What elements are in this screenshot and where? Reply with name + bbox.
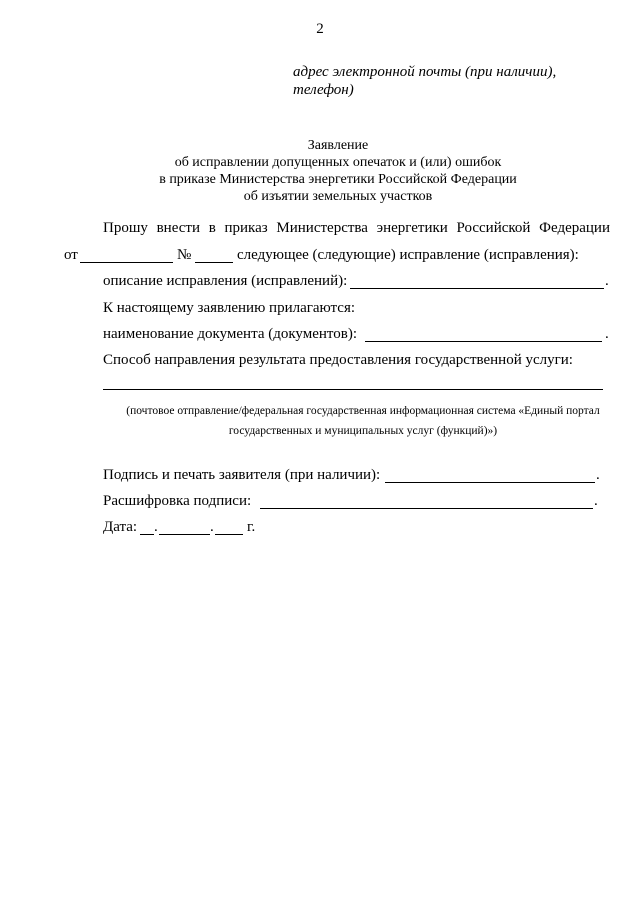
signature-label: Подпись и печать заявителя (при наличии): bbox=[103, 467, 381, 483]
date-year-field[interactable] bbox=[215, 534, 243, 535]
method-hint-line2: государственных и муниципальных услуг (функций)») bbox=[228, 425, 498, 437]
title-line3: в приказе Министерства энергетики Российской Федерации bbox=[159, 172, 517, 187]
from-label: от bbox=[64, 247, 78, 263]
header-contact-line1: адрес электронной почты (при наличии), bbox=[293, 64, 557, 80]
date-dot-2: . bbox=[210, 519, 214, 535]
method-label: Способ направления результата предоставления государственной услуги: bbox=[103, 352, 573, 368]
correction-text: следующее (следующие) исправление (исправления): bbox=[237, 247, 579, 263]
description-period: . bbox=[605, 273, 609, 289]
decode-label: Расшифровка подписи: bbox=[103, 493, 252, 509]
date-dot-1: . bbox=[154, 519, 158, 535]
description-field[interactable] bbox=[350, 288, 604, 289]
page-number: 2 bbox=[316, 21, 324, 37]
doc-name-field[interactable] bbox=[365, 341, 602, 342]
signature-field[interactable] bbox=[385, 482, 595, 483]
title-line1: Заявление bbox=[307, 138, 369, 153]
attached-label: К настоящему заявлению прилагаются: bbox=[103, 300, 356, 316]
date-label: Дата: bbox=[103, 519, 138, 535]
order-number-field[interactable] bbox=[195, 262, 233, 263]
title-line2: об исправлении допущенных опечаток и (или) ошибок bbox=[174, 155, 502, 170]
doc-name-label: наименование документа (документов): bbox=[103, 326, 358, 342]
doc-name-period: . bbox=[605, 326, 609, 342]
title-line4: об изъятии земельных участков bbox=[243, 189, 433, 204]
signature-period: . bbox=[596, 467, 600, 483]
decode-field[interactable] bbox=[260, 508, 593, 509]
date-day-field[interactable] bbox=[140, 534, 154, 535]
description-label: описание исправления (исправлений): bbox=[103, 273, 348, 289]
header-contact-line2: телефон) bbox=[293, 82, 354, 98]
method-field[interactable] bbox=[103, 389, 603, 390]
method-hint-line1: (почтовое отправление/федеральная государственная информационная система «Единый портал bbox=[126, 405, 600, 417]
date-year-suffix: г. bbox=[247, 519, 256, 535]
date-month-field[interactable] bbox=[159, 534, 210, 535]
decode-period: . bbox=[594, 493, 598, 509]
number-sign: № bbox=[177, 247, 192, 263]
order-date-field[interactable] bbox=[80, 262, 173, 263]
request-line: Прошу внести в приказ Министерства энергетики Российской Федерации bbox=[103, 220, 610, 236]
